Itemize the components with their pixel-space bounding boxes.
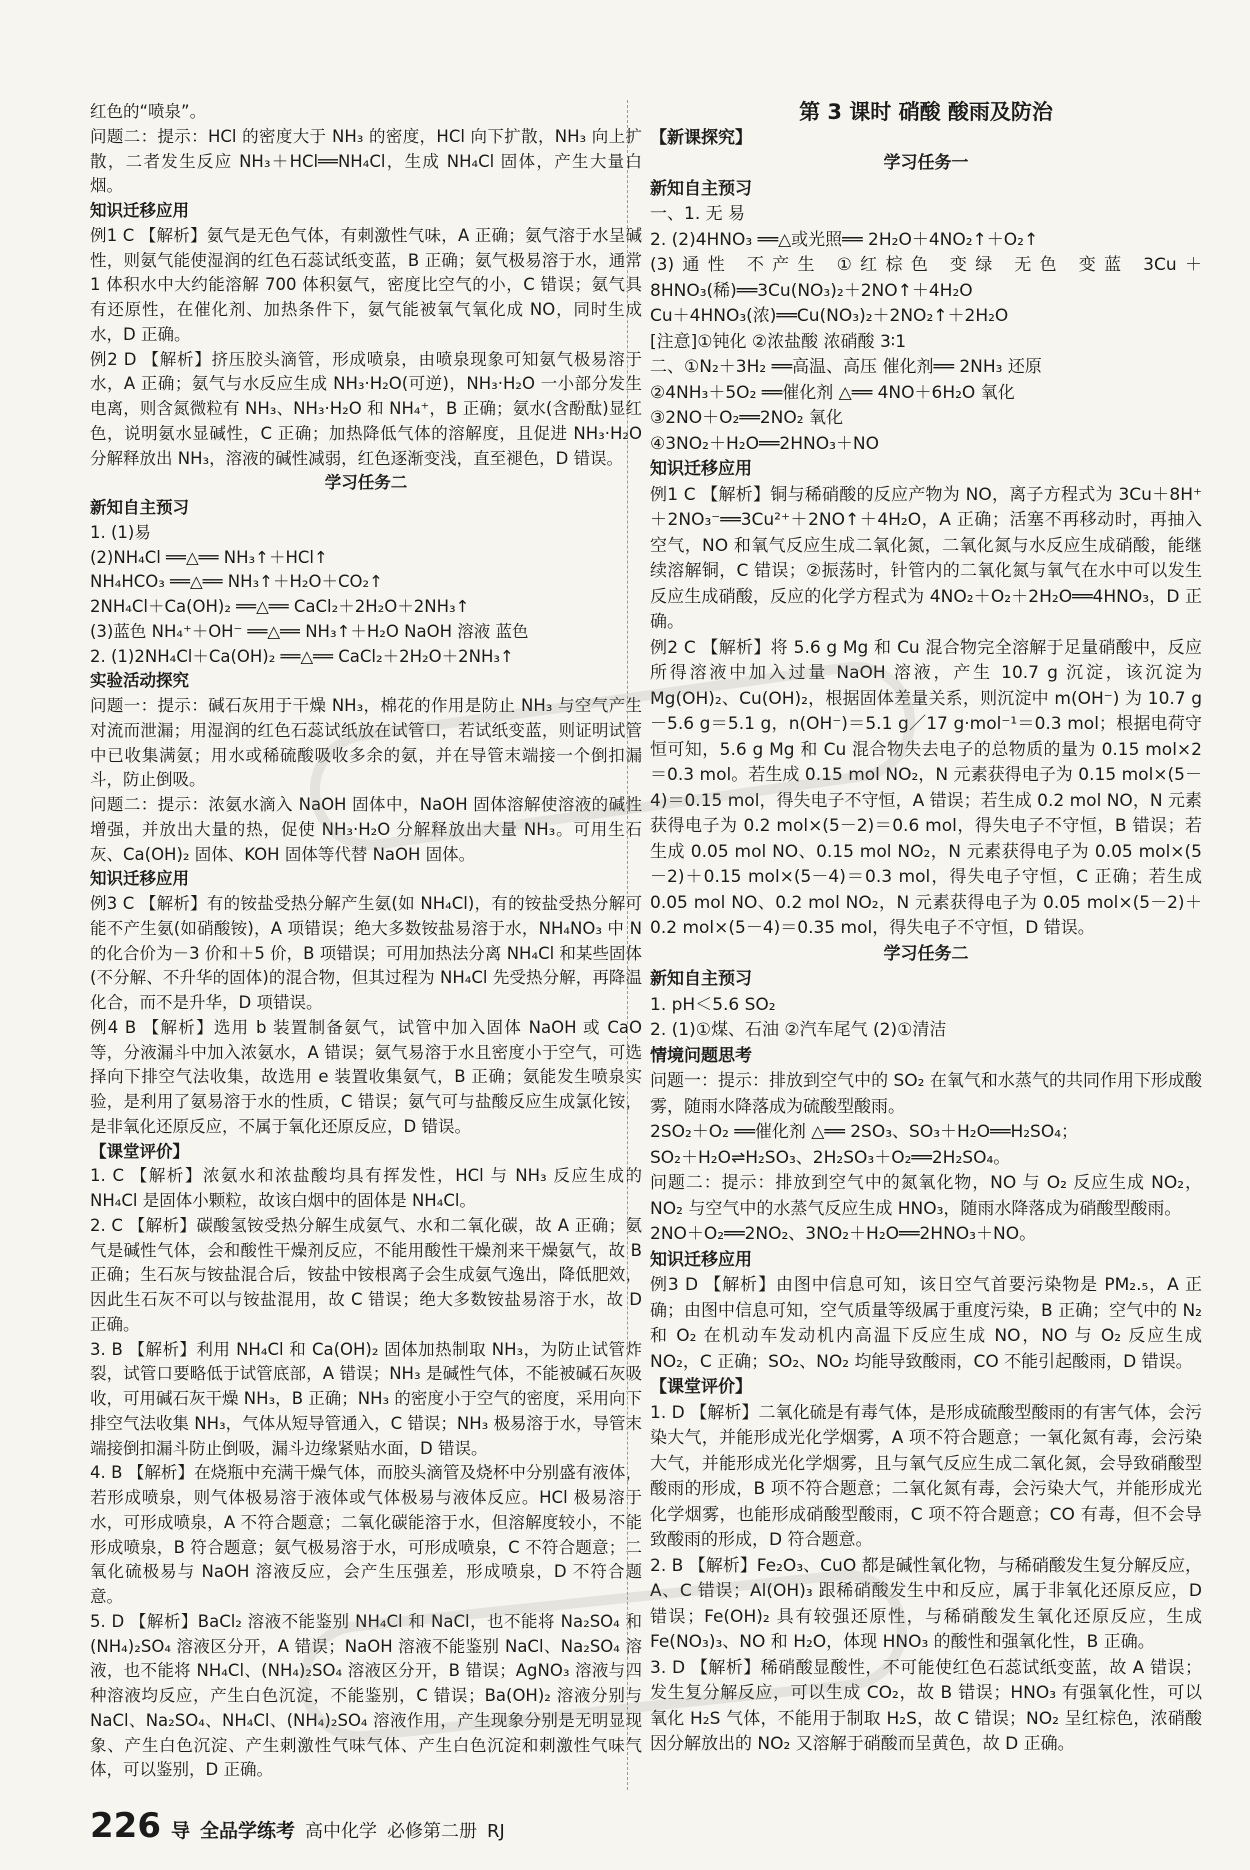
column-divider: [627, 100, 629, 1790]
right-line-17: 新知自主预习: [650, 969, 752, 989]
footer-guide: 导: [170, 1820, 190, 1842]
right-line-7: Cu＋4HNO₃(浓)══Cu(NO₃)₂＋2NO₂↑＋2H₂O: [650, 306, 1009, 326]
footer-brand: 全品学练考: [200, 1820, 296, 1842]
right-line-6: (3)通性 不产生 ①红棕色 变绿 无色 变蓝 3Cu＋8HNO₃(稀)══3Cu(NO₃)₂＋2NO↑＋4H₂O: [650, 255, 1202, 301]
left-line-13: 实验活动探究: [90, 671, 189, 691]
right-line-19: 2. (1)①煤、石油 ②汽车尾气 (2)①清洁: [650, 1020, 947, 1040]
right-line-26: 知识迁移应用: [650, 1249, 752, 1270]
right-line-23: SO₂＋H₂O⇌H₂SO₃、2H₂SO₃＋O₂══2H₂SO₄。: [650, 1147, 1011, 1168]
right-column: [650, 100, 1202, 1758]
page-footer: [90, 1806, 505, 1846]
right-line-15: 例2 C 【解析】将 5.6 g Mg 和 Cu 混合物完全溶解于足量硝酸中，反应所得溶液中加入过量 NaOH 溶液，产生 10.7 g 沉淀，该沉淀为 Mg(OH)₂、Cu(OH)₂，根据固体差量关系，则沉淀中 m(OH⁻) 为 10.7 g－5.6 g＝5.1 g，n(OH⁻)＝5.1 g／17 g·mol⁻¹＝0.3 mol；根据电荷守恒可知，5.6 g Mg 和 Cu 混合物失去电子的总物质的量为 0.15 mol×2＝0.3 mol。若生成 0.15 mol NO₂，N 元素获得电子为 0.15 mol×(5－4)＝0.15 mol，得失电子不守恒，A 错误；若生成 0.2 mol NO，N 元素获得电子为 0.2 mol×(5－2)＝0.6 mol，得失电子不守恒，B 错误；若生成 0.05 mol NO、0.15 mol NO₂，N 元素获得电子为 0.05 mol×(5－2)＋0.15 mol×(5－4)＝0.3 mol，得失电子守恒，C 正确；若生成 0.05 mol NO、0.2 mol NO₂，N 元素获得电子为 0.05 mol×(5－2)＋0.2 mol×(5－4)＝0.35 mol，得失电子不守恒，D 错误。: [650, 637, 1202, 938]
left-line-10: 2NH₄Cl＋Ca(OH)₂ ══△══ CaCl₂＋2H₂O＋2NH₃↑: [90, 597, 470, 616]
left-line-5: 学习任务二: [324, 473, 408, 493]
left-line-22: 3. B 【解析】利用 NH₄Cl 和 Ca(OH)₂ 固体加热制取 NH₃，为防止试管炸裂，试管口要略低于试管底部，A 错误；NH₃ 是碱性气体，不能被碱石灰吸收，可用碱石灰干燥 NH₃，B 正确；NH₃ 的密度小于空气的密度，采用向下排空气法收集 NH₃，气体从短导管通入，C 错误；NH₃ 极易溶于水，导管末端接倒扣漏斗防止倒吸，漏斗边缘紧贴水面，D 错误。: [90, 1339, 642, 1458]
right-line-8: [注意]①钝化 ②浓盐酸 浓硝酸 3∶1: [650, 331, 907, 352]
right-line-4: 一、1. 无 易: [650, 204, 746, 224]
right-line-2: 学习任务一: [883, 153, 969, 173]
left-line-9: NH₄HCO₃ ══△══ NH₃↑＋H₂O＋CO₂↑: [90, 572, 383, 592]
left-line-23: 4. B 【解析】在烧瓶中充满干燥气体，而胶头滴管及烧杯中分别盛有液体，若形成喷泉，则气体极易溶于液体或气体极易与液体反应。HCl 极易溶于水，可形成喷泉，A 不符合题意；二氧化碳能溶于水，但溶解度较小，不能形成喷泉，B 符合题意；氨气极易溶于水，可形成喷泉，C 不符合题意；二氧化硫极易与 NaOH 溶液反应，会产生压强差，形成喷泉，D 不符合题意。: [90, 1463, 642, 1606]
left-line-2: 知识迁移应用: [90, 201, 189, 220]
left-line-8: (2)NH₄Cl ══△══ NH₃↑＋HCl↑: [90, 547, 328, 567]
right-line-18: 1. pH＜5.6 SO₂: [650, 994, 776, 1015]
right-line-5: 2. (2)4HNO₃ ══△或光照══ 2H₂O＋4NO₂↑＋O₂↑: [650, 229, 1039, 250]
right-line-0: 第 3 课时 硝酸 酸雨及防治: [799, 100, 1053, 124]
right-line-14: 例1 C 【解析】铜与稀硝酸的反应产物为 NO，离子方程式为 3Cu＋8H⁺＋2NO₃⁻══3Cu²⁺＋2NO↑＋4H₂O，A 正确；活塞不再移动时，再抽入空气，NO 和氧气反应生成二氧化氮，二氧化氮与水反应生成硝酸，能继续溶解铜，C 错误；②振荡时，针管内的二氧化氮与氧气在水中可以发生反应生成硝酸，反应的化学方程式为 4NO₂＋O₂＋2H₂O══4HNO₃，D 正确。: [650, 484, 1202, 632]
right-line-21: 问题一：提示：排放到空气中的 SO₂ 在氧气和水蒸气的共同作用下形成酸雾，随雨水降落成为硫酸型酸雨。: [650, 1071, 1202, 1117]
right-line-16: 学习任务二: [883, 943, 969, 964]
left-line-20: 1. C 【解析】浓氨水和浓盐酸均具有挥发性，HCl 与 NH₃ 反应生成的 NH₄Cl 是固体小颗粒，故该白烟中的固体是 NH₄Cl。: [90, 1166, 642, 1210]
right-line-24: 问题二：提示：排放到空气中的氮氧化物，NO 与 O₂ 反应生成 NO₂，NO₂ 与空气中的水蒸气反应生成 HNO₃，随雨水降落成为硝酸型酸雨。: [650, 1173, 1202, 1219]
left-line-1: 问题二：提示：HCl 的密度大于 NH₃ 的密度，HCl 向下扩散，NH₃ 向上扩散，二者发生反应 NH₃＋HCl══NH₄Cl，生成 NH₄Cl 固体，产生大量白烟。: [90, 126, 642, 196]
right-line-27: 例3 D 【解析】由图中信息可知，该日空气首要污染物是 PM₂.₅，A 正确；由图中信息可知，空气质量等级属于重度污染，B 正确；空气中的 N₂ 和 O₂ 在机动车发动机内高温下反应生成 NO，NO 与 O₂ 反应生成 NO₂，C 正确；SO₂、NO₂ 均能导致酸雨，CO 不能引起酸雨，D 错误。: [650, 1275, 1203, 1372]
left-line-19: 【课堂评价】: [90, 1141, 189, 1161]
left-line-15: 问题二：提示：浓氨水滴入 NaOH 固体中，NaOH 固体溶解使溶液的碱性增强，并放出大量的热，促使 NH₃·H₂O 分解释放出大量 NH₃。可用生石灰、Ca(OH)₂ 固体、KOH 固体等代替 NaOH 固体。: [90, 795, 642, 864]
left-line-11: (3)蓝色 NH₄⁺＋OH⁻ ══△══ NH₃↑＋H₂O NaOH 溶液 蓝色: [90, 621, 529, 641]
right-line-1: 【新课探究】: [650, 127, 752, 148]
left-line-18: 例4 B 【解析】选用 b 装置制备氨气，试管中加入固体 NaOH 或 CaO 等，分液漏斗中加入浓氨水，A 错误；氨气易溶于水且密度小于空气，可选择向下排空气法收集，故选用 e 装置收集氨气，B 正确；氨能发生喷泉实验，是利用了氨易溶于水的性质，C 错误；氨气可与盐酸反应生成氯化铵，是非氧化还原反应，不属于氧化还原反应，D 错误。: [90, 1017, 642, 1136]
left-line-0: 红色的“喷泉”。: [90, 102, 207, 121]
left-line-12: 2. (1)2NH₄Cl＋Ca(OH)₂ ══△══ CaCl₂＋2H₂O＋2NH₃↑: [90, 646, 514, 666]
right-line-30: 2. B 【解析】Fe₂O₃、CuO 都是碱性氧化物，与稀硝酸发生复分解反应，A、C 错误；Al(OH)₃ 跟稀硝酸发生中和反应，属于非氧化还原反应，D 错误；Fe(OH)₂ 具有较强还原性，与稀硝酸发生氧化还原反应，生成 Fe(NO₃)₃、NO 和 H₂O，体现 HNO₃ 的酸性和强氧化性，B 正确。: [650, 1555, 1202, 1652]
right-line-20: 情境问题思考: [650, 1045, 752, 1066]
right-line-10: ②4NH₃＋5O₂ ══催化剂 △══ 4NO＋6H₂O 氧化: [650, 382, 1015, 403]
right-line-3: 新知自主预习: [650, 178, 752, 199]
right-line-13: 知识迁移应用: [650, 459, 752, 479]
right-line-12: ④3NO₂＋H₂O══2HNO₃＋NO: [650, 433, 880, 454]
page-number: 226: [90, 1806, 161, 1846]
footer-book: 必修第二册: [387, 1821, 478, 1842]
right-line-9: 二、①N₂＋3H₂ ══高温、高压 催化剂══ 2NH₃ 还原: [650, 357, 1042, 377]
left-line-17: 例3 C 【解析】有的铵盐受热分解产生氨(如 NH₄Cl)，有的铵盐受热分解可能不产生氨(如硝酸铵)，A 项错误；绝大多数铵盐易溶于水，NH₄NO₃ 中 N 的化合价为－3 价和＋5 价，B 项错误；可用加热法分离 NH₄Cl 和某些固体(不分解、不升华的固体)的混合物，但其过程为 NH₄Cl 先受热分解，再降温化合，而不是升华，D 项错误。: [90, 894, 642, 1012]
left-line-24: 5. D 【解析】BaCl₂ 溶液不能鉴别 NH₄Cl 和 NaCl，也不能将 Na₂SO₄ 和 (NH₄)₂SO₄ 溶液区分开，A 错误；NaOH 溶液不能鉴别 NaCl、Na₂SO₄ 溶液，也不能将 NH₄Cl、(NH₄)₂SO₄ 溶液区分开，B 错误；AgNO₃ 溶液与四种溶液均反应，产生白色沉淀，不能鉴别，C 错误；Ba(OH)₂ 溶液分别与 NaCl、Na₂SO₄、NH₄Cl、(NH₄)₂SO₄ 溶液作用，产生现象分别是无明显现象、产生白色沉淀、产生刺激性气味气体、产生白色沉淀和刺激性气味气体，可以鉴别，D 正确。: [90, 1611, 642, 1780]
left-line-7: 1. (1)易: [90, 522, 151, 542]
left-line-16: 知识迁移应用: [90, 869, 189, 889]
left-line-6: 新知自主预习: [90, 498, 189, 517]
right-line-31: 3. D 【解析】稀硝酸显酸性，不可能使红色石蕊试纸变蓝，故 A 错误；发生复分解反应，可以生成 CO₂，故 B 错误；HNO₃ 有强氧化性，可以氧化 H₂S 气体，不能用于制取 H₂S，故 C 错误；NO₂ 呈红棕色，浓硝酸因分解放出的 NO₂ 又溶解于硝酸而呈黄色，故 D 正确。: [650, 1657, 1202, 1754]
left-line-14: 问题一：提示：碱石灰用于干燥 NH₃，棉花的作用是防止 NH₃ 与空气产生对流而泄漏；用湿润的红色石蕊试纸放在试管口，若试纸变蓝，则证明试管中已收集满氨；用水或稀硫酸吸收多余的氨，并在导管末端接一个倒扣漏斗，防止倒吸。: [90, 696, 642, 790]
left-line-3: 例1 C 【解析】氨气是无色气体，有刺激性气味，A 正确；氨气溶于水呈碱性，则氨气能使湿润的红色石蕊试纸变蓝，B 正确；氨气极易溶于水，通常 1 体积水中大约能溶解 700 体积氨气，密度比空气的小，C 错误；氨气具有还原性，在催化剂、加热条件下，氨气能被氧气氧化成 NO，同时生成水，D 正确。: [90, 225, 642, 344]
left-line-4: 例2 D 【解析】挤压胶头滴管，形成喷泉，由喷泉现象可知氨气极易溶于水，A 正确；氨气与水反应生成 NH₃·H₂O(可逆)，NH₃·H₂O 一小部分发生电离，则含氮微粒有 NH₃、NH₃·H₂O 和 NH₄⁺，B 正确；氨水(含酚酞)显红色，说明氨水显碱性，C 正确；加热降低气体的溶解度，且促进 NH₃·H₂O 分解释放出 NH₃，溶液的碱性减弱，红色逐渐变浅，直至褪色，D 错误。: [90, 349, 642, 468]
left-line-21: 2. C 【解析】碳酸氢铵受热分解生成氨气、水和二氧化碳，故 A 正确；氨气是碱性气体，会和酸性干燥剂反应，不能用酸性干燥剂来干燥氨气，故 B 正确；生石灰与铵盐混合后，铵盐中铵根离子会生成氨气逸出，降低肥效，因此生石灰不可以与铵盐混用，故 C 错误；绝大多数铵盐易溶于水，故 D 正确。: [90, 1215, 642, 1334]
right-line-28: 【课堂评价】: [650, 1377, 752, 1397]
left-column: [90, 100, 642, 1783]
right-line-25: 2NO＋O₂══2NO₂、3NO₂＋H₂O══2HNO₃＋NO。: [650, 1224, 1037, 1244]
right-line-22: 2SO₂＋O₂ ══催化剂 △══ 2SO₃、SO₃＋H₂O══H₂SO₄；: [650, 1122, 1079, 1142]
right-line-11: ③2NO＋O₂══2NO₂ 氧化: [650, 408, 843, 428]
footer-edition: RJ: [487, 1821, 505, 1842]
footer-subject: 高中化学: [305, 1821, 378, 1842]
right-line-29: 1. D 【解析】二氧化硫是有毒气体，是形成硫酸型酸雨的有害气体，会污染大气，并能形成光化学烟雾，A 项不符合题意；一氧化氮有毒，会污染大气，并能形成光化学烟雾，且与氧气反应生成二氧化氮，会导致硝酸型酸雨的形成，B 项不符合题意；二氧化氮有毒，会污染大气，并能形成光化学烟雾，也能形成硝酸型酸雨，C 项不符合题意；CO 有毒，但不会导致酸雨的形成，D 符合题意。: [650, 1402, 1202, 1550]
